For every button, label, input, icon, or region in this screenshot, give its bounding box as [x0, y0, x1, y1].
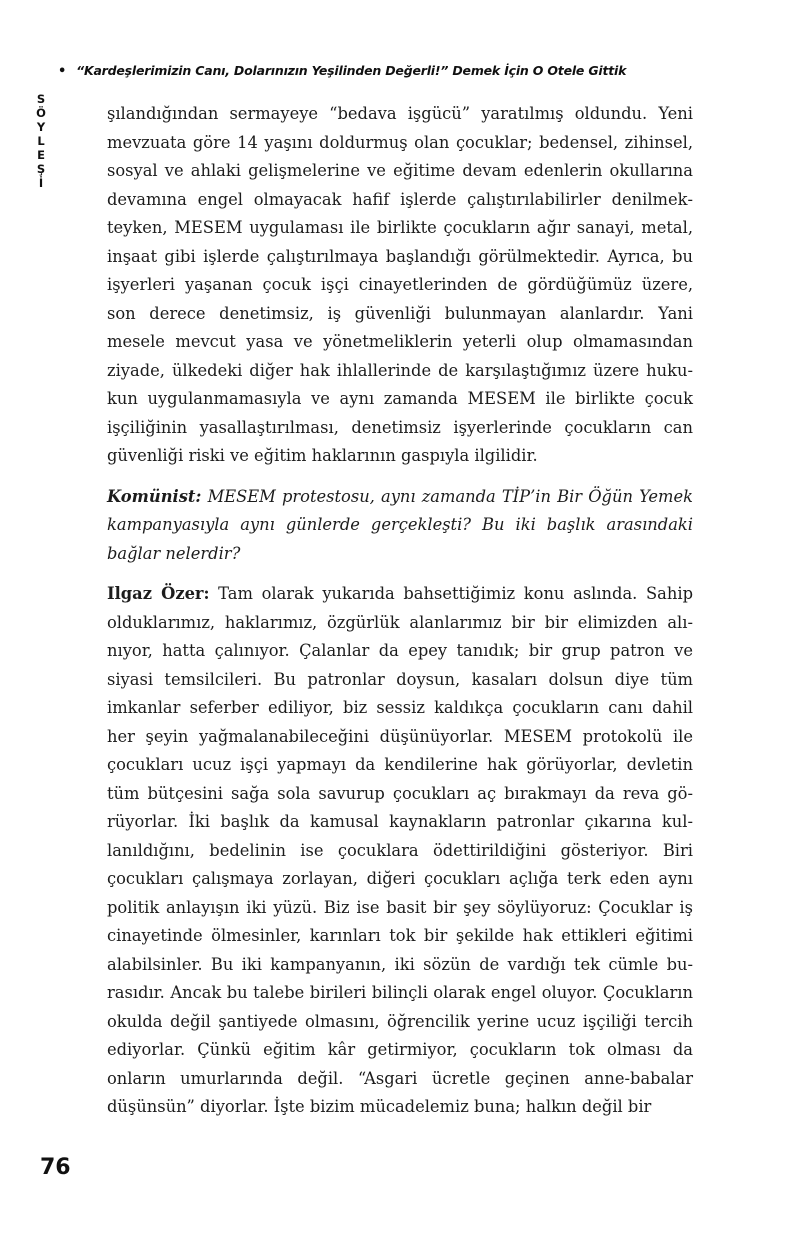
header-bullet: • — [58, 64, 67, 79]
answer-speaker: Ilgaz Özer: — [107, 584, 210, 603]
question-speaker: Komünist: — [107, 486, 202, 506]
section-letter: S — [36, 92, 46, 106]
page-number: 76 — [40, 1155, 71, 1180]
section-letter: Y — [36, 120, 46, 134]
interview-answer — [107, 580, 693, 1122]
section-letter: İ — [38, 176, 44, 190]
section-letter: Ş — [36, 162, 46, 176]
paragraph-continuation: şılandığından sermayeye “bedava işgücü” yaratılmış oldundu. Yeni mevzuata göre 14 yaşını doldurmuş olan çocuklar; bedensel, zihinsel, sosyal ve ahlaki gelişmelerine ve eğitime devam edenlerin okullarına devamına engel olmayacak hafif işlerde çalıştırılabilirler denilmekteyken, MESEM uygulaması ile birlikte çocukların ağır sanayi, metal, inşaat gibi işlerde çalıştırılmaya başlandığı görülmektedir. Ayrıca, bu işyerleri yaşanan çocuk işçi cinayetlerinden de gördüğümüz üzere, son derece denetimsiz, iş güvenliği bulunmayan alanlardır. Yani mesele mevcut yasa ve yönetmeliklerin yeterli olup olmamasından ziyade, ülkedeki diğer hak ihlallerinde de karşılaştığımız üzere hukukun uygulanmamasıyla ve aynı zamanda MESEM ile birlikte çocuk işçiliğinin yasallaştırılması, denetimsiz işyerlerinde çocukların can güvenliği riski ve eğitim haklarının gaspıyla ilgilidir. — [107, 104, 693, 465]
body-text — [107, 100, 693, 1134]
running-header — [58, 63, 758, 79]
section-letter: L — [37, 134, 45, 148]
section-letter: E — [37, 148, 45, 162]
answer-text: Tam olarak yukarıda bahsettiğimiz konu aslında. Sahip olduklarımız, haklarımız, özgürlük alanlarımız bir bir elimizden alınıyor, hatta çalınıyor. Çalanlar da epey tanıdık; bir grup patron ve siyasi temsilcileri. Bu patronlar doysun, kasaları dolsun diye tüm imkanlar seferber ediliyor, biz sessiz kaldıkça çocukların canı dahil her şeyin yağmalanabileceğini düşünüyorlar. MESEM protokolü ile çocukları ucuz işçi yapmayı da kendilerine hak görüyorlar, devletin tüm bütçesini sağa sola savurup çocukları aç bırakmayı da reva görüyorlar. İki başlık da kamusal kaynakların patronlar çıkarına kullanıldığını, bedelinin ise çocuklara ödettirildiğini gösteriyor. Biri çocukları çalışmaya zorlayan, diğeri çocukları açlığa terk eden aynı politik anlayışın iki yüzü. Biz ise basit bir şey söylüyoruz: Çocuklar iş cinayetinde ölmesinler, karınları tok bir şekilde hak ettikleri eğitimi alabilsinler. Bu iki kampanyanın, iki sözün de vardığı tek cümle burasıdır. Ancak bu talebe birileri bilinçli olarak engel oluyor. Çocukların okulda değil şantiyede olmasını, öğrencilik yerine ucuz işçiliği tercih ediyorlar. Çünkü eğitim kâr getirmiyor, çocukların tok olması da onların umurlarında değil. “Asgari ücretle geçinen anne-babalar düşünsün” diyorlar. İşte bizim mücadelemiz buna; halkın değil bir — [107, 584, 693, 1116]
section-letter: Ö — [36, 106, 46, 120]
interview-question — [107, 483, 693, 569]
header-title: “Kardeşlerimizin Canı, Dolarınızın Yeşilinden Değerli!” Demek İçin O Otele Gittik — [76, 63, 627, 78]
question-text: MESEM protestosu, aynı zamanda TİP’in Bir Öğün Yemek kampanyasıyla aynı günlerde gerçekleşti? Bu iki başlık arasındaki bağlar nelerdir? — [107, 486, 693, 563]
section-label — [30, 92, 52, 190]
